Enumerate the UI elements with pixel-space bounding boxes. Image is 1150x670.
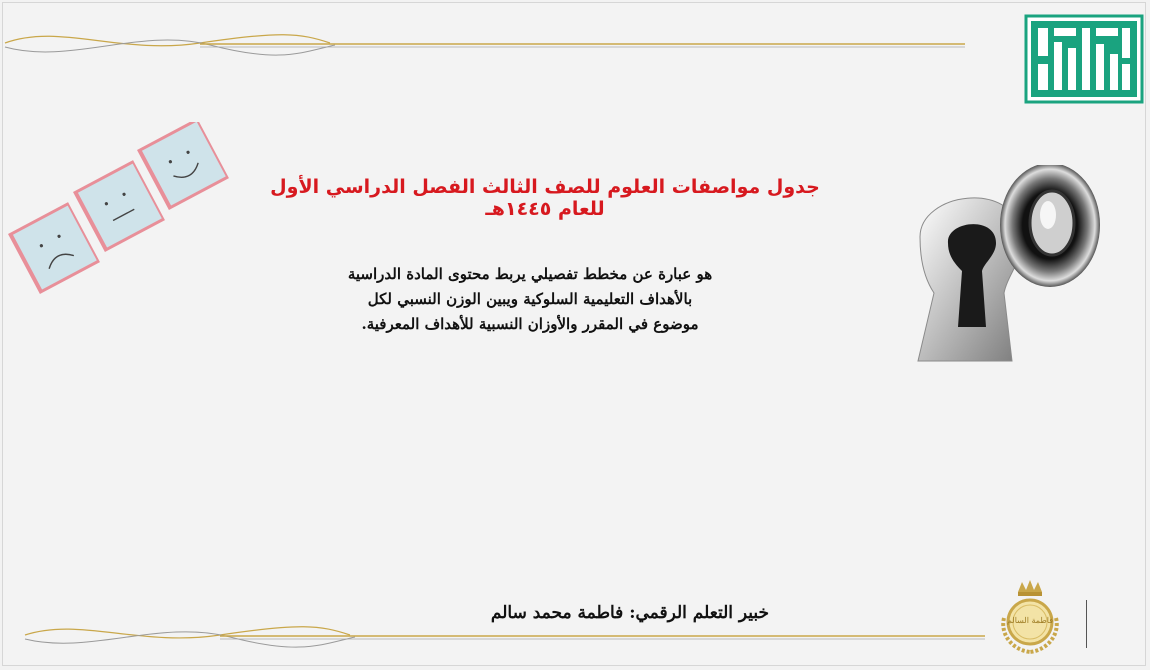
seal-text: فاطمة السالم [1006, 616, 1054, 625]
keyhole-icon [900, 165, 1105, 370]
crown-icon [1018, 580, 1042, 596]
definition-line: هو عبارة عن مخطط تفصيلي يربط محتوى المادة الدراسية [347, 265, 713, 283]
logo-icon [1024, 14, 1144, 104]
author-credit: خبير التعلم الرقمي: فاطمة محمد سالم [490, 603, 770, 623]
definition-paragraph [300, 262, 760, 337]
divider [1086, 600, 1087, 648]
slide-title: جدول مواصفات العلوم للصف الثالث الفصل الدراسي الأول للعام ١٤٤٥هـ [270, 176, 820, 220]
top-ornament-line [0, 25, 970, 65]
sticky-notes-faces [5, 122, 240, 317]
definition-line: موضوع في المقرر والأوزان النسبية للأهداف المعرفية. [361, 315, 699, 333]
definition-line: بالأهداف التعليمية السلوكية ويبين الوزن النسبي لكل [367, 290, 693, 308]
bottom-ornament-line [20, 615, 990, 655]
